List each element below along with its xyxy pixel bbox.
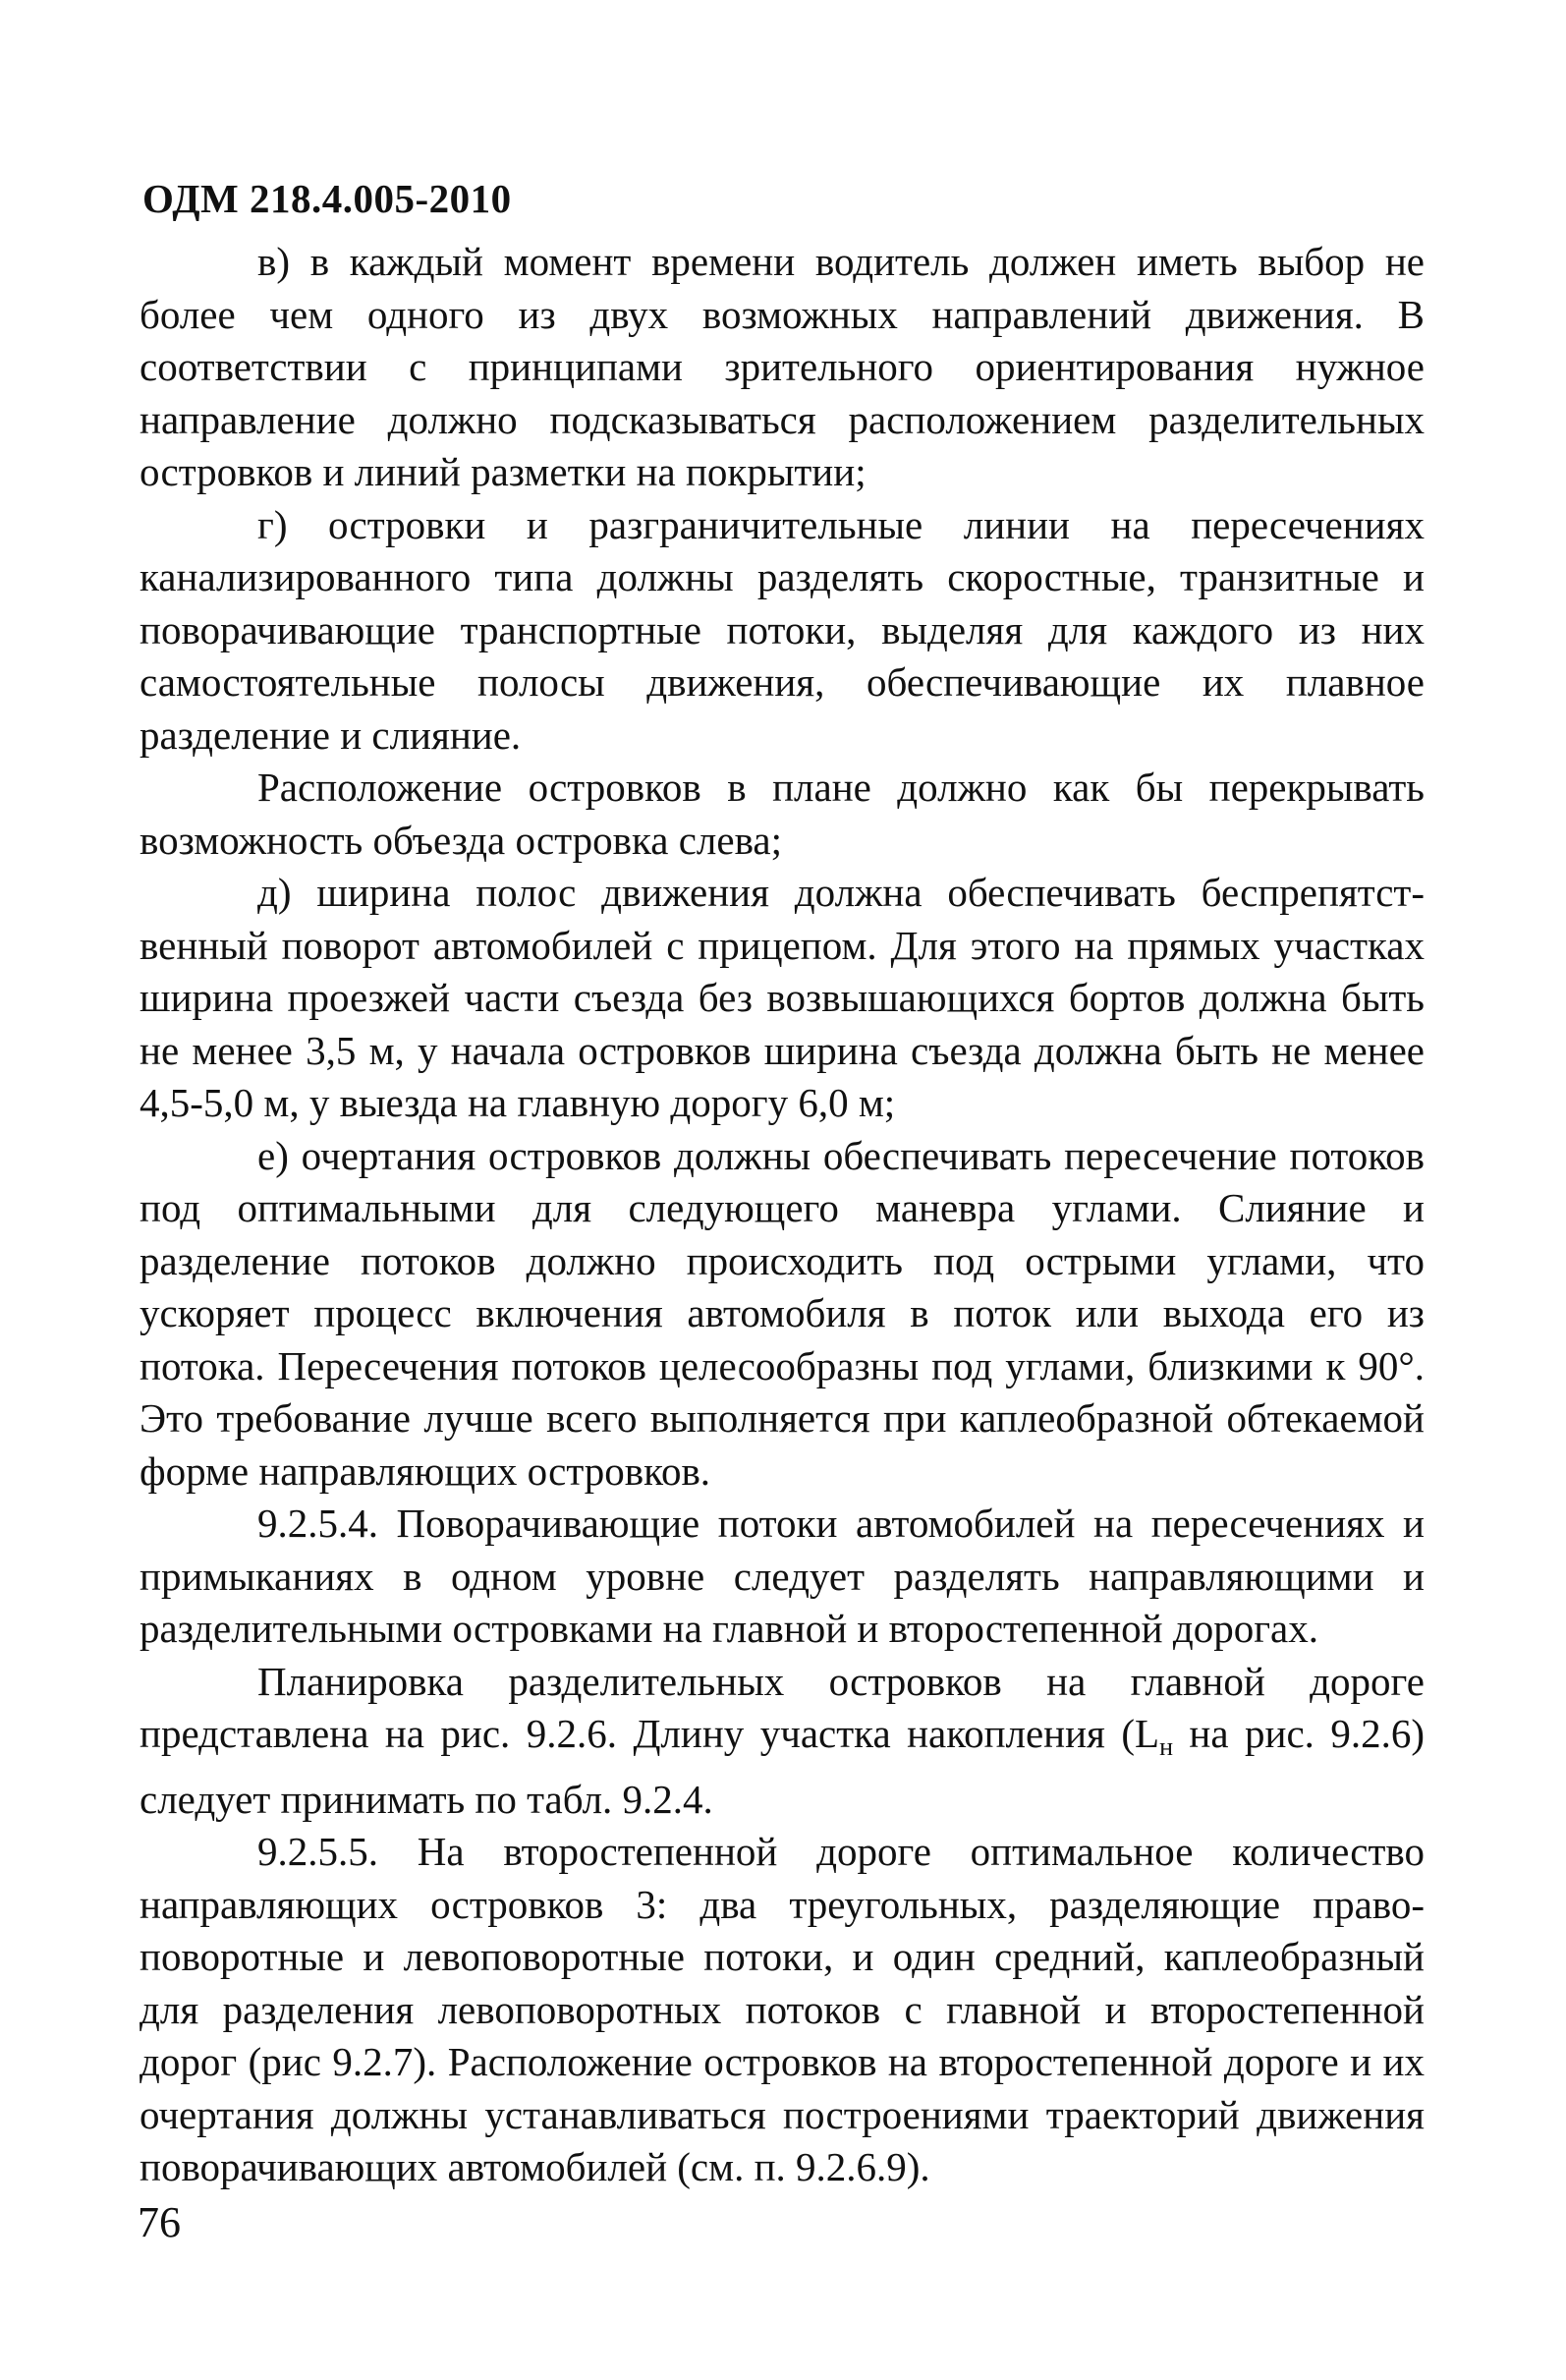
paragraph-planning-text-before: Планировка разделительных островков на главной дороге представлена на рис. 9.2.6. Длину участка накопления (L	[140, 1658, 1425, 1756]
page-number: 76	[138, 2198, 181, 2246]
paragraph-9-2-5-4: 9.2.5.4. Поворачивающие потоки автомобилей на пересечениях и примыканиях в одном уровне следует разделять направляющими и разделительными островками на главной и второстепенной дорогах.	[140, 1501, 1425, 1651]
paragraph-e: е) очертания островков должны обеспечивать пересечение потоков под оптимальными для следующего маневра углами. Слияние и разделение потоков должно происходить под острыми углами, что ускоряет процесс включения автомобиля в поток или выхода его из потока. Пересечения потоков целесообразны под углами, близкими к 90°. Это требование лучше всего выполняется при каплеобразной обтекаемой форме направляющих островков.	[140, 1132, 1425, 1494]
paragraph-d: д) ширина полос движения должна обеспечивать беспрепятст-венный поворот автомобилей с прицепом. Для этого на прямых участках ширина проезжей части съезда без возвышающихся бортов должна быть не менее 3,5 м, у начала островков ширина съезда должна быть не менее 4,5-5,0 м, у выезда на главную дорогу 6,0 м;	[140, 870, 1425, 1125]
paragraph-planning-text-after: на рис. 9.2.6) следует принимать по табл. 9.2.4.	[140, 1711, 1426, 1822]
document-body	[140, 236, 1425, 2194]
paragraph-island-layout: Расположение островков в плане должно как бы перекрывать возможность объезда островка слева;	[140, 765, 1425, 863]
paragraph-9-2-5-5: 9.2.5.5. На второстепенной дороге оптимальное количество направляющих островков 3: два треугольных, разделяющие право-поворотные и левоповоротные потоки, и один средний, каплеобразный для разделения левоповоротных потоков с главной и второстепенной дорог (рис 9.2.7). Расположение островков на второстепенной дороге и их очертания должны устанавливаться построениями траекторий движения поворачивающих автомобилей (см. п. 9.2.6.9).	[140, 1829, 1425, 2189]
document-code-header: ОДМ 218.4.005-2010	[142, 176, 512, 221]
paragraph-g: г) островки и разграничительные линии на пересечениях канализированного типа должны разделять скоростные, транзитные и поворачивающие транспортные потоки, выделяя для каждого из них самостоятельные полосы движения, обеспечивающие их плавное разделение и слияние.	[140, 501, 1425, 758]
paragraph-planning	[140, 1656, 1425, 1827]
paragraph-v: в) в каждый момент времени водитель должен иметь выбор не более чем одного из двух возможных направлений движения. В соответствии с принципами зрительного ориентирования нужное направление должно подсказываться расположением разделительных островков и линий разметки на покрытии;	[140, 239, 1425, 494]
subscript-n: н	[1159, 1732, 1173, 1761]
